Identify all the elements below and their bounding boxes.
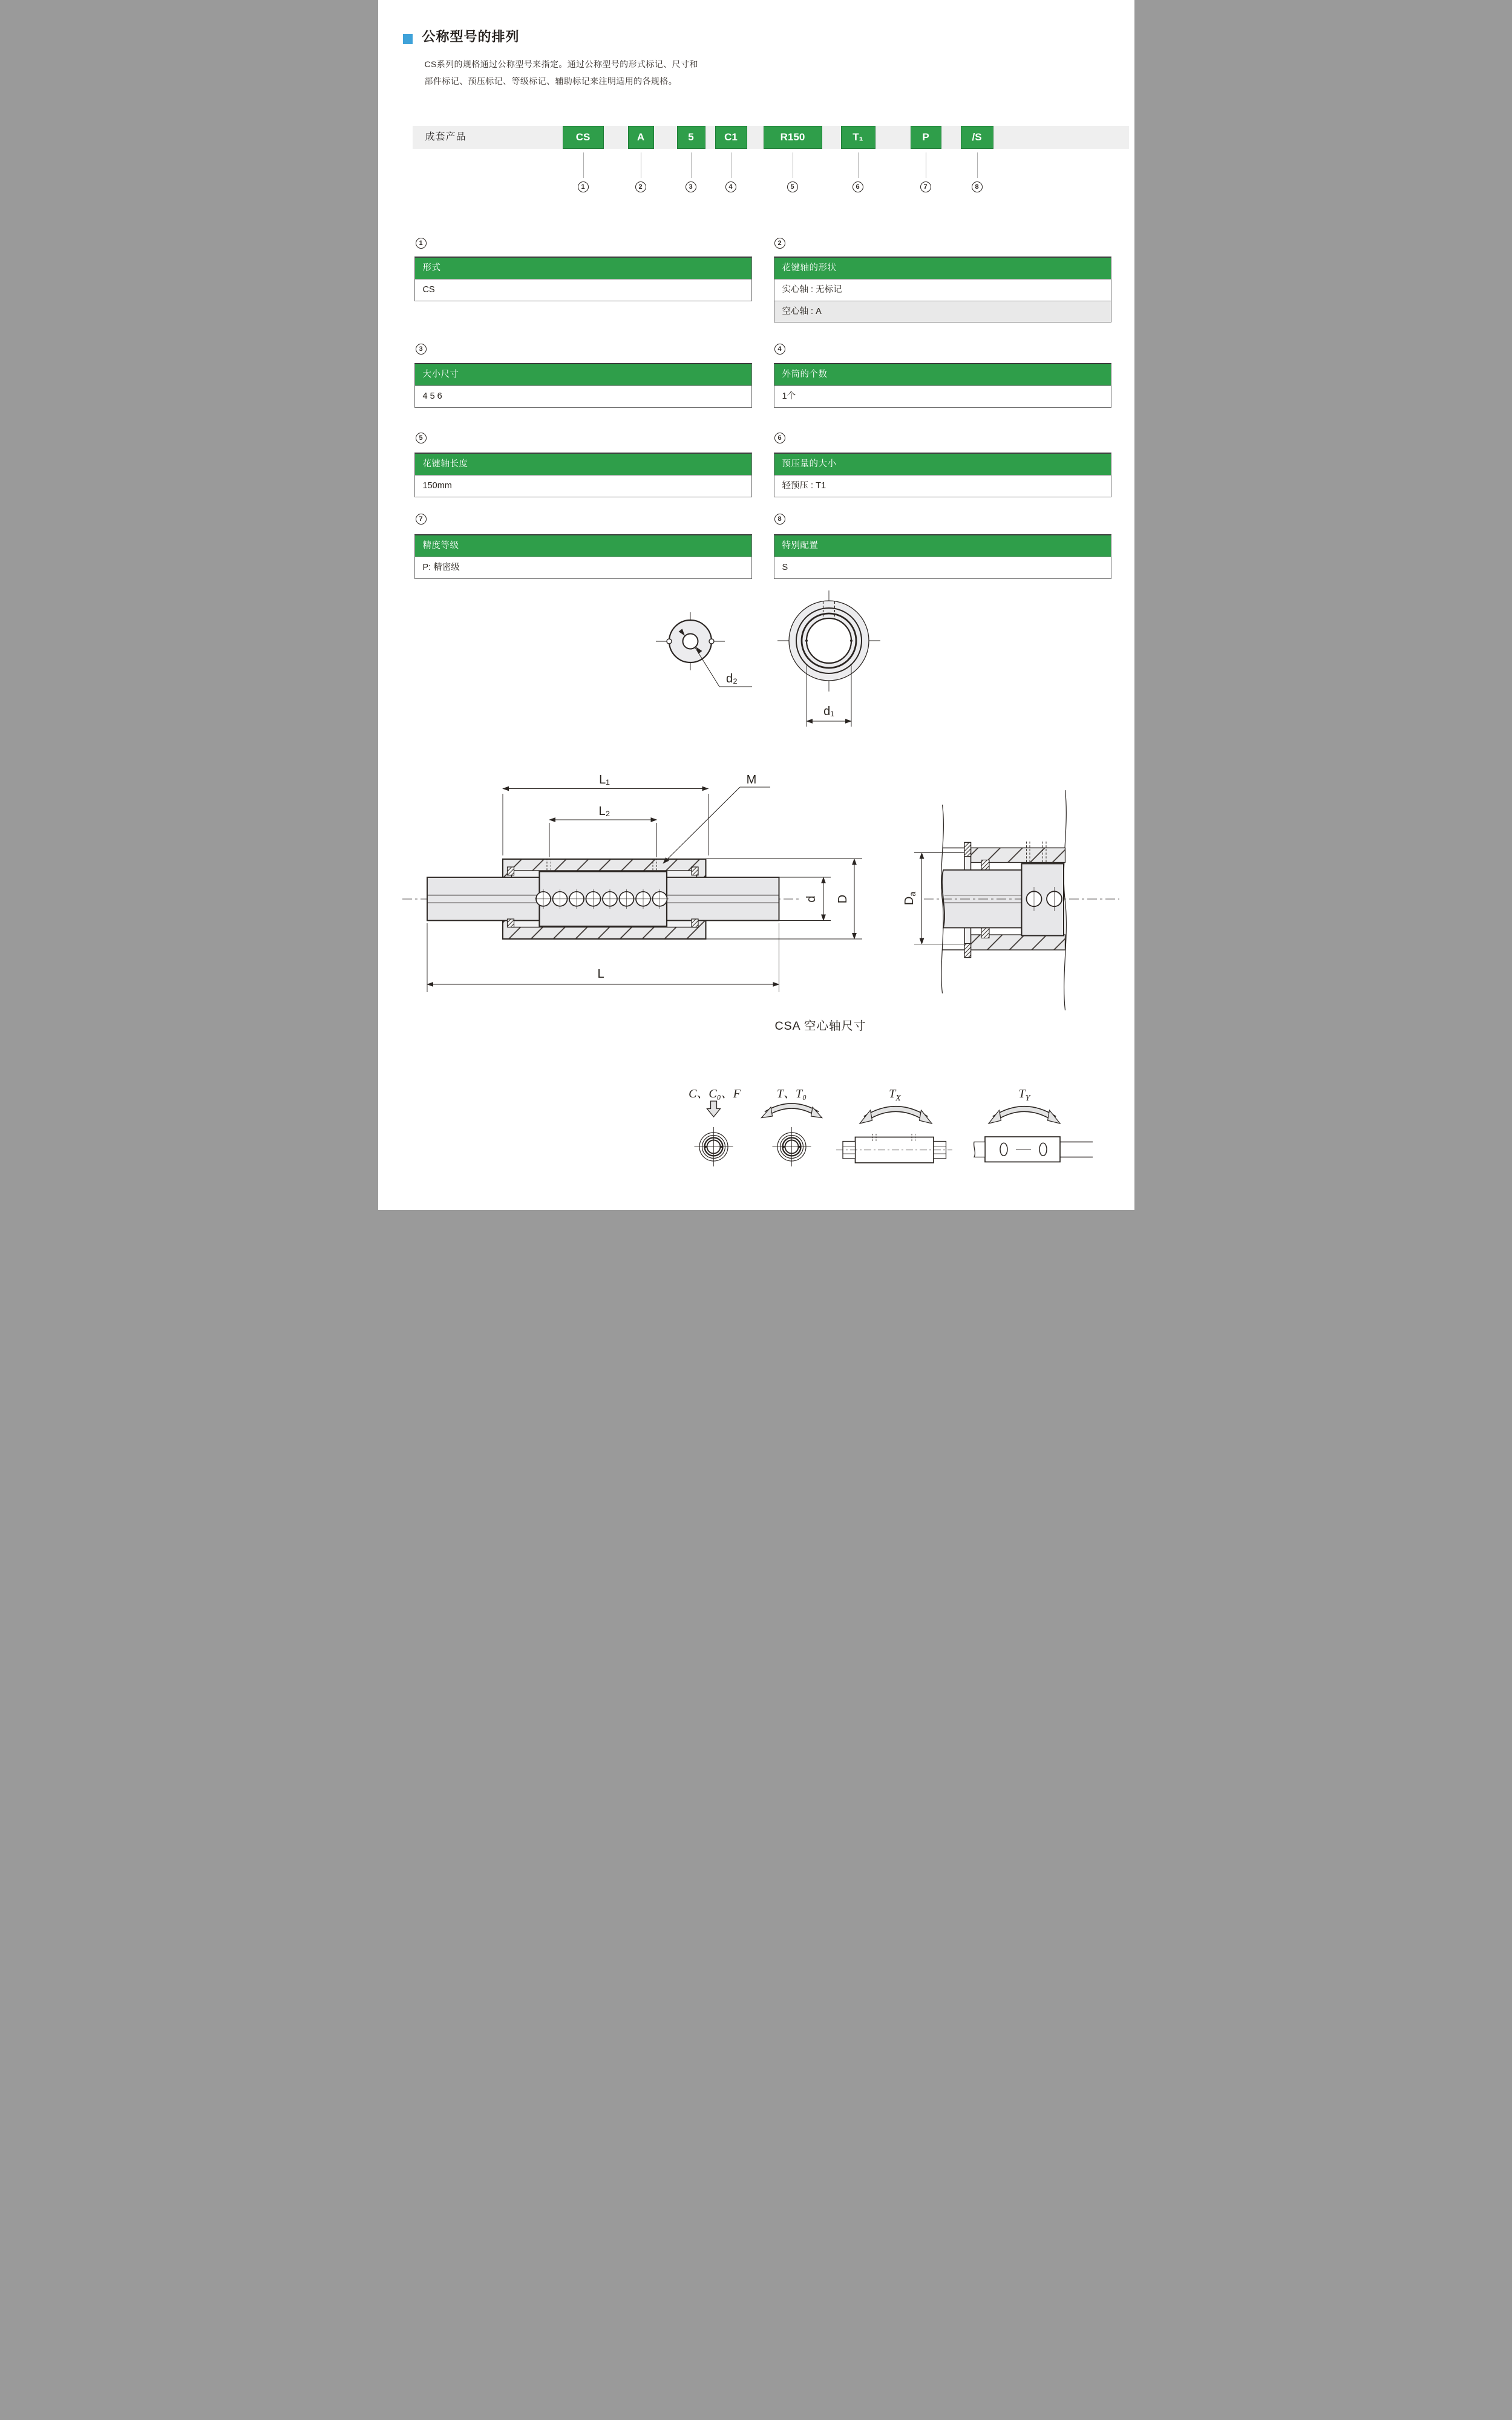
intro-line-1: CS系列的规格通过公称型号来指定。通过公称型号的形式标记、尺寸和 xyxy=(424,59,698,69)
model-segment-accuracy: P xyxy=(911,126,941,149)
section-row: CS xyxy=(415,279,751,301)
page-title: 公称型号的排列 xyxy=(422,29,520,44)
d2-label: d₂ xyxy=(725,672,738,685)
circled-number-2: 2 xyxy=(635,182,646,192)
d1-label: d₁ xyxy=(823,705,834,718)
model-bar-label: 成套产品 xyxy=(425,132,466,142)
section-box-form xyxy=(414,257,752,301)
torque-arrow-TX xyxy=(860,1109,932,1123)
torque-arrow-TY xyxy=(989,1109,1060,1123)
section-box-special xyxy=(774,534,1111,579)
axial-load-label: C、C₀、F xyxy=(688,1087,741,1100)
front-view-axial xyxy=(694,1127,733,1166)
ty-label: $T_Y$ xyxy=(1018,1087,1030,1103)
section-header: 外筒的个数 xyxy=(774,364,1111,385)
section-row: 4 5 6 xyxy=(415,385,751,407)
section-row: 1个 xyxy=(774,385,1111,407)
d2-shaft-cross-section xyxy=(656,612,752,687)
section-header: 特别配置 xyxy=(774,535,1111,557)
section-box-accuracy xyxy=(414,534,752,579)
model-segment-length: R150 xyxy=(764,126,822,149)
connector-line xyxy=(583,152,584,178)
catalog-page xyxy=(378,0,1134,1210)
L-dim-label: L xyxy=(597,967,604,981)
section-header: 大小尺寸 xyxy=(415,364,751,385)
hollow-shaft-installation-drawing xyxy=(914,790,1119,1010)
circled-number-8: 8 xyxy=(972,182,983,192)
model-segment-shape: A xyxy=(628,126,654,149)
circled-number-1: 1 xyxy=(578,182,589,192)
circled-number-3: 3 xyxy=(686,182,696,192)
model-segment-size: 5 xyxy=(677,126,705,149)
section-marker-7: 7 xyxy=(416,514,427,525)
section-header: 形式 xyxy=(415,258,751,279)
section-box-shaft-length xyxy=(414,453,752,497)
intro-line-2: 部件标记、预压标记、等级标记、辅助标记来注明适用的各规格。 xyxy=(424,76,678,86)
torque-label: T、T₀ xyxy=(776,1087,807,1100)
model-segment-special: /S xyxy=(961,126,993,149)
blue-square-bullet xyxy=(403,34,413,44)
section-row: 空心轴 : A xyxy=(774,301,1111,322)
section-box-cylinder-count xyxy=(774,363,1111,408)
L1-dim-label: L₁ xyxy=(598,773,610,786)
section-box-size xyxy=(414,363,752,408)
section-row: 轻预压 : T1 xyxy=(774,475,1111,497)
circled-number-5: 5 xyxy=(787,182,798,192)
section-header: 预压量的大小 xyxy=(774,454,1111,475)
section-row: 实心轴 : 无标记 xyxy=(774,279,1111,301)
circled-number-4: 4 xyxy=(725,182,736,192)
section-marker-3: 3 xyxy=(416,344,427,355)
d-dim-label: d xyxy=(804,895,818,903)
section-box-preload xyxy=(774,453,1111,497)
spline-nut-section-drawing xyxy=(402,787,862,992)
D-dim-label: D xyxy=(836,894,849,904)
section-header: 花键轴的形状 xyxy=(774,258,1111,279)
connector-line xyxy=(691,152,692,178)
section-row: P: 精密级 xyxy=(415,557,751,578)
section-header: 精度等级 xyxy=(415,535,751,557)
circled-number-6: 6 xyxy=(853,182,863,192)
M-thread-label: M xyxy=(746,773,756,786)
section-row: 150mm xyxy=(415,475,751,497)
technical-drawings xyxy=(378,590,1134,1195)
section-box-shaft-shape xyxy=(774,257,1111,322)
tx-label: $T_X$ xyxy=(888,1087,901,1103)
model-segment-form: CS xyxy=(563,126,604,149)
side-view-tx xyxy=(836,1134,952,1163)
connector-line xyxy=(858,152,859,178)
section-row: S xyxy=(774,557,1111,578)
load-direction-diagrams xyxy=(694,1101,1093,1166)
torque-arrow-T xyxy=(761,1106,822,1118)
drawing-caption: CSA 空心轴尺寸 xyxy=(774,1019,866,1033)
model-segment-preload: T₁ xyxy=(841,126,875,149)
section-header: 花键轴长度 xyxy=(415,454,751,475)
section-marker-6: 6 xyxy=(774,433,785,443)
section-marker-1: 1 xyxy=(416,238,427,249)
axial-load-arrow xyxy=(707,1101,720,1117)
model-segment-count: C1 xyxy=(715,126,747,149)
L2-dim-label: L₂ xyxy=(598,805,610,818)
top-view-ty xyxy=(974,1137,1092,1162)
section-marker-2: 2 xyxy=(774,238,785,249)
front-view-torque xyxy=(772,1127,811,1166)
circled-number-7: 7 xyxy=(920,182,931,192)
section-marker-5: 5 xyxy=(416,433,427,443)
Da-dim-label: $D_a$ xyxy=(902,891,917,906)
section-marker-8: 8 xyxy=(774,514,785,525)
section-marker-4: 4 xyxy=(774,344,785,355)
connector-line xyxy=(977,152,978,178)
